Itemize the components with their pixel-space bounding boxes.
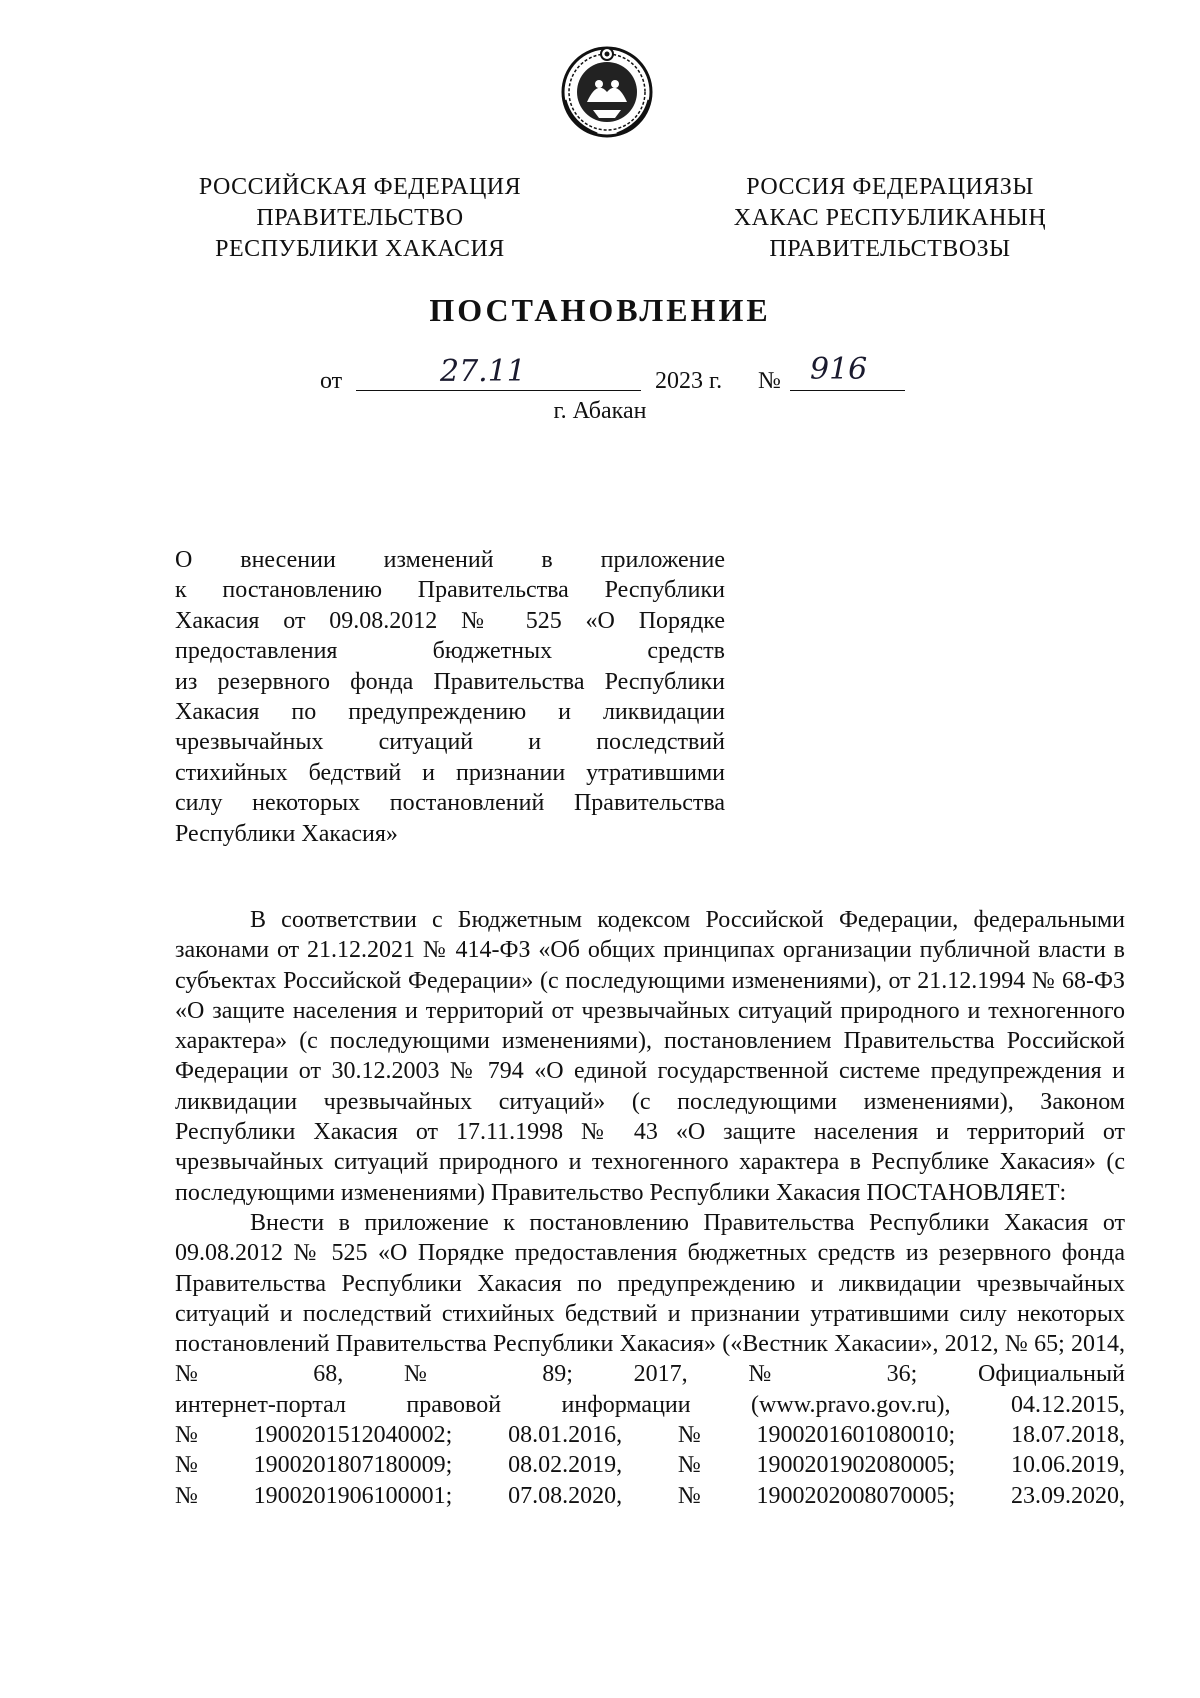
coat-of-arms-emblem <box>557 40 657 140</box>
city: г. Абакан <box>553 398 647 424</box>
registry-item: № <box>677 1452 701 1479</box>
registry-item: 08.01.2016, <box>508 1422 623 1449</box>
registry-item: 1900201906100001; <box>253 1482 453 1509</box>
portal-word: информации <box>561 1391 691 1418</box>
document-type-title: ПОСТАНОВЛЕНИЕ <box>429 292 771 328</box>
header-right-line: ХАКАС РЕСПУБЛИКАНЫҢ <box>733 205 1047 231</box>
registry-item: 1900201807180009; <box>253 1452 453 1479</box>
portal-word: (www.pravo.gov.ru), <box>751 1391 951 1418</box>
header-left-line: РЕСПУБЛИКИ ХАКАСИЯ <box>215 236 505 262</box>
subject-line: силу некоторых постановлений Правительства <box>175 790 725 817</box>
header-right <box>700 172 1080 265</box>
registry-item: 07.08.2020, <box>508 1482 623 1509</box>
registry-line <box>175 1420 1125 1450</box>
resolution-paragraph: Внести в приложение к постановлению Правительства Республики Хакасия от 09.08.2012 № 525 «О Порядке предоставления бюджетных средств из резервного фонда Правительства Республики Хакасия по предупреждению и ликвидации чрезвычайных ситуаций и последствий стихийных бедствий и признании утратившими силу некоторых постановлений Правительства Республики Хакасия» («Вестник Хакасии», 2012, № 65; 2014, № 68, № 89; 2017, № 36; Официальный <box>175 1209 1125 1388</box>
subject-block <box>175 545 725 849</box>
registry-item: 10.06.2019, <box>1010 1452 1125 1479</box>
registry-item: 1900202008070005; <box>756 1482 956 1509</box>
handwritten-date: 27.11 <box>440 354 526 389</box>
portal-line <box>175 1390 1125 1420</box>
subject-line: стихийных бедствий и признании утратившими <box>175 759 725 786</box>
header-left-line: ПРАВИТЕЛЬСТВО <box>256 205 464 231</box>
header-left-line: РОССИЙСКАЯ ФЕДЕРАЦИЯ <box>198 174 522 200</box>
subject-line: О внесении изменений в приложение <box>175 547 725 573</box>
registry-item: № <box>175 1452 198 1479</box>
header-left <box>170 172 550 265</box>
registry-item: № <box>175 1482 198 1509</box>
subject-line: к постановлению Правительства Республики <box>175 577 725 604</box>
registry-item: 18.07.2018, <box>1010 1422 1125 1449</box>
registry-item: 1900201601080010; <box>756 1422 956 1449</box>
registry-item: № <box>175 1422 198 1449</box>
registry-line <box>175 1481 1125 1511</box>
date-prefix: от <box>320 368 343 394</box>
subject-line: из резервного фонда Правительства Республики <box>175 668 725 695</box>
registry-item: 1900201902080005; <box>756 1452 956 1479</box>
preamble-paragraph: В соответствии с Бюджетным кодексом Российской Федерации, федеральными законами от 21.12.2021 № 414-ФЗ «Об общих принципах организации публичной власти в субъектах Российской Федерации» (с последующими изменениями), от 21.12.1994 № 68-ФЗ «О защите населения и территорий от чрезвычайных ситуаций природного и техногенного характера» (с последующими изменениями), постановлением Правительства Российской Федерации от 30.12.2003 № 794 «О единой государственной системе предупреждения и ликвидации чрезвычайных ситуаций» (с последующими изменениями), Законом Республики Хакасия от 17.11.1998 № 43 «О защите населения и территорий от чрезвычайных ситуаций природного и техногенного характера в Республике Хакасия» (с последующими изменениями) Правительство Республики Хакасия ПОСТАНОВЛЯЕТ: <box>175 907 1125 1206</box>
registry-item: 08.02.2019, <box>508 1452 623 1479</box>
date-year: 2023 г. <box>655 368 723 394</box>
republic-khakassia-coat-of-arms-icon <box>557 40 657 140</box>
header-right-line: ПРАВИТЕЛЬСТВОЗЫ <box>769 236 1011 262</box>
subject-line: Хакасия от 09.08.2012 № 525 «О Порядке <box>175 607 725 634</box>
registry-line <box>175 1450 1125 1480</box>
number-sign: № <box>758 368 781 394</box>
portal-word: правовой <box>406 1391 502 1418</box>
subject-line: Республики Хакасия» <box>175 820 398 847</box>
portal-word: 04.12.2015, <box>1010 1391 1125 1418</box>
subject-line: предоставления бюджетных средств <box>175 638 725 665</box>
subject-line: чрезвычайных ситуаций и последствий <box>175 729 725 756</box>
registry-item: 1900201512040002; <box>253 1422 453 1449</box>
handwritten-number: 916 <box>810 352 868 387</box>
registry-item: 23.09.2020, <box>1010 1482 1125 1509</box>
document-body <box>175 905 1125 1511</box>
subject-line: Хакасия по предупреждению и ликвидации <box>175 699 725 726</box>
registry-item: № <box>677 1482 701 1509</box>
registry-item: № <box>677 1422 701 1449</box>
header-right-line: РОССИЯ ФЕДЕРАЦИЯЗЫ <box>746 174 1034 200</box>
portal-word: интернет-портал <box>175 1391 346 1418</box>
date-line <box>0 352 1200 400</box>
